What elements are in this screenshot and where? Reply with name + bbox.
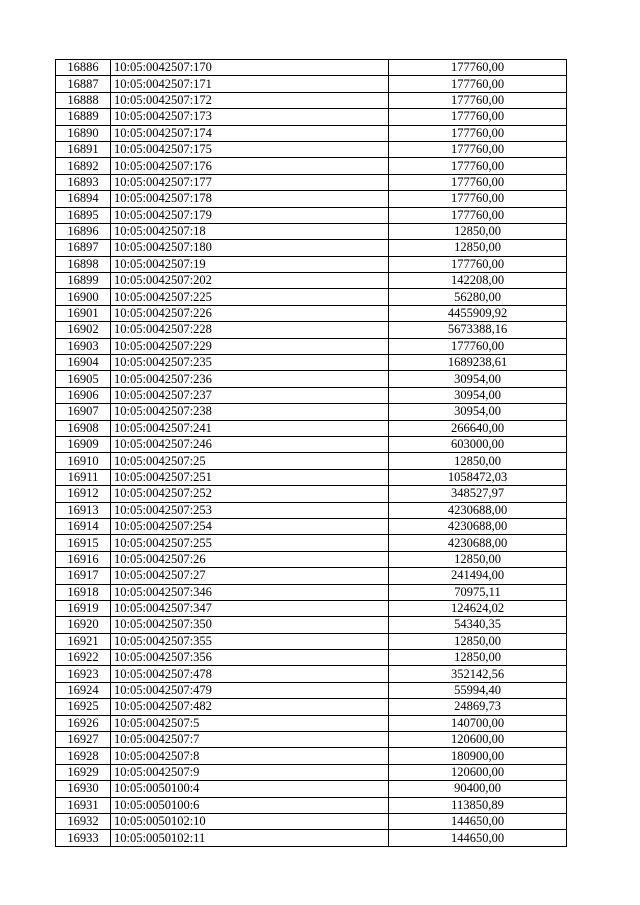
value-cell: 142208,00 [389,273,567,289]
cadastral-number-cell: 10:05:0042507:226 [111,305,389,321]
cadastral-number-cell: 10:05:0042507:176 [111,158,389,174]
table-row [56,551,567,567]
row-number-cell: 16889 [56,109,111,125]
cadastral-number-cell: 10:05:0042507:350 [111,617,389,633]
cadastral-number-cell: 10:05:0042507:479 [111,682,389,698]
table-row [56,764,567,780]
table-row [56,420,567,436]
row-number-cell: 16933 [56,830,111,846]
value-cell: 12850,00 [389,551,567,567]
table-row [56,650,567,666]
row-number-cell: 16930 [56,781,111,797]
value-cell: 12850,00 [389,223,567,239]
row-number-cell: 16907 [56,404,111,420]
cadastral-number-cell: 10:05:0042507:356 [111,650,389,666]
cadastral-number-cell: 10:05:0050100:6 [111,797,389,813]
table-row [56,732,567,748]
cadastral-number-cell: 10:05:0042507:482 [111,699,389,715]
table-row [56,256,567,272]
row-number-cell: 16923 [56,666,111,682]
cadastral-number-cell: 10:05:0042507:347 [111,600,389,616]
row-number-cell: 16915 [56,535,111,551]
row-number-cell: 16900 [56,289,111,305]
value-cell: 177760,00 [389,256,567,272]
table-body [56,60,567,847]
cadastral-number-cell: 10:05:0042507:252 [111,486,389,502]
value-cell: 4230688,00 [389,518,567,534]
value-cell: 177760,00 [389,109,567,125]
cadastral-number-cell: 10:05:0042507:18 [111,223,389,239]
table-row [56,568,567,584]
table-row [56,617,567,633]
cadastral-number-cell: 10:05:0042507:254 [111,518,389,534]
value-cell: 177760,00 [389,207,567,223]
value-cell: 177760,00 [389,141,567,157]
cadastral-number-cell: 10:05:0042507:246 [111,436,389,452]
table-row [56,699,567,715]
row-number-cell: 16909 [56,436,111,452]
table-row [56,486,567,502]
cadastral-number-cell: 10:05:0042507:236 [111,371,389,387]
value-cell: 140700,00 [389,715,567,731]
table-row [56,141,567,157]
value-cell: 120600,00 [389,732,567,748]
table-row [56,584,567,600]
cadastral-number-cell: 10:05:0042507:25 [111,453,389,469]
value-cell: 177760,00 [389,92,567,108]
table-row [56,207,567,223]
table-row [56,305,567,321]
row-number-cell: 16911 [56,469,111,485]
row-number-cell: 16890 [56,125,111,141]
table-row [56,715,567,731]
table-row [56,600,567,616]
cadastral-number-cell: 10:05:0050102:10 [111,813,389,829]
value-cell: 30954,00 [389,404,567,420]
row-number-cell: 16931 [56,797,111,813]
table-row [56,387,567,403]
value-cell: 12850,00 [389,453,567,469]
row-number-cell: 16892 [56,158,111,174]
value-cell: 348527,97 [389,486,567,502]
cadastral-number-cell: 10:05:0042507:355 [111,633,389,649]
table-row [56,436,567,452]
value-cell: 177760,00 [389,158,567,174]
cadastral-number-cell: 10:05:0042507:19 [111,256,389,272]
table-row [56,748,567,764]
value-cell: 177760,00 [389,76,567,92]
cadastral-number-cell: 10:05:0042507:237 [111,387,389,403]
row-number-cell: 16886 [56,60,111,76]
cadastral-number-cell: 10:05:0042507:26 [111,551,389,567]
table-row [56,338,567,354]
cadastral-number-cell: 10:05:0042507:180 [111,240,389,256]
table-row [56,174,567,190]
value-cell: 144650,00 [389,830,567,846]
cadastral-number-cell: 10:05:0050100:4 [111,781,389,797]
value-cell: 24869,73 [389,699,567,715]
value-cell: 90400,00 [389,781,567,797]
value-cell: 113850,89 [389,797,567,813]
cadastral-number-cell: 10:05:0042507:27 [111,568,389,584]
value-cell: 4230688,00 [389,535,567,551]
cadastral-number-cell: 10:05:0042507:225 [111,289,389,305]
row-number-cell: 16891 [56,141,111,157]
cadastral-number-cell: 10:05:0042507:179 [111,207,389,223]
value-cell: 124624,02 [389,600,567,616]
row-number-cell: 16924 [56,682,111,698]
cadastral-number-cell: 10:05:0042507:175 [111,141,389,157]
cadastral-number-cell: 10:05:0050102:11 [111,830,389,846]
cadastral-number-cell: 10:05:0042507:238 [111,404,389,420]
cadastral-number-cell: 10:05:0042507:255 [111,535,389,551]
table-row [56,469,567,485]
cadastral-number-cell: 10:05:0042507:178 [111,191,389,207]
table-row [56,109,567,125]
cadastral-number-cell: 10:05:0042507:170 [111,60,389,76]
row-number-cell: 16901 [56,305,111,321]
value-cell: 56280,00 [389,289,567,305]
cadastral-number-cell: 10:05:0042507:478 [111,666,389,682]
row-number-cell: 16914 [56,518,111,534]
table-row [56,191,567,207]
row-number-cell: 16918 [56,584,111,600]
cadastral-number-cell: 10:05:0042507:229 [111,338,389,354]
row-number-cell: 16916 [56,551,111,567]
cadastral-number-cell: 10:05:0042507:173 [111,109,389,125]
row-number-cell: 16913 [56,502,111,518]
cadastral-number-cell: 10:05:0042507:253 [111,502,389,518]
table-row [56,830,567,846]
row-number-cell: 16902 [56,322,111,338]
cadastral-number-cell: 10:05:0042507:228 [111,322,389,338]
value-cell: 12850,00 [389,650,567,666]
row-number-cell: 16899 [56,273,111,289]
table-row [56,125,567,141]
table-row [56,666,567,682]
value-cell: 177760,00 [389,191,567,207]
table-row [56,633,567,649]
table-row [56,289,567,305]
row-number-cell: 16922 [56,650,111,666]
table-row [56,781,567,797]
row-number-cell: 16926 [56,715,111,731]
cadastral-number-cell: 10:05:0042507:5 [111,715,389,731]
row-number-cell: 16925 [56,699,111,715]
table-row [56,92,567,108]
value-cell: 4455909,92 [389,305,567,321]
table-row [56,158,567,174]
value-cell: 55994,40 [389,682,567,698]
cadastral-number-cell: 10:05:0042507:7 [111,732,389,748]
table-row [56,371,567,387]
value-cell: 177760,00 [389,338,567,354]
value-cell: 1058472,03 [389,469,567,485]
row-number-cell: 16904 [56,355,111,371]
value-cell: 12850,00 [389,240,567,256]
table-row [56,76,567,92]
row-number-cell: 16897 [56,240,111,256]
value-cell: 352142,56 [389,666,567,682]
row-number-cell: 16888 [56,92,111,108]
data-table [55,59,567,847]
value-cell: 177760,00 [389,125,567,141]
row-number-cell: 16908 [56,420,111,436]
table-row [56,273,567,289]
row-number-cell: 16920 [56,617,111,633]
table-row [56,502,567,518]
row-number-cell: 16929 [56,764,111,780]
row-number-cell: 16932 [56,813,111,829]
row-number-cell: 16905 [56,371,111,387]
cadastral-number-cell: 10:05:0042507:8 [111,748,389,764]
row-number-cell: 16887 [56,76,111,92]
table-row [56,518,567,534]
table-row [56,813,567,829]
value-cell: 177760,00 [389,60,567,76]
value-cell: 70975,11 [389,584,567,600]
table-row [56,60,567,76]
row-number-cell: 16898 [56,256,111,272]
table-row [56,355,567,371]
table-row [56,535,567,551]
row-number-cell: 16919 [56,600,111,616]
row-number-cell: 16928 [56,748,111,764]
value-cell: 4230688,00 [389,502,567,518]
value-cell: 12850,00 [389,633,567,649]
row-number-cell: 16917 [56,568,111,584]
table-row [56,240,567,256]
table-row [56,223,567,239]
table-row [56,453,567,469]
value-cell: 603000,00 [389,436,567,452]
value-cell: 30954,00 [389,387,567,403]
cadastral-number-cell: 10:05:0042507:251 [111,469,389,485]
cadastral-number-cell: 10:05:0042507:235 [111,355,389,371]
table-row [56,322,567,338]
cadastral-number-cell: 10:05:0042507:241 [111,420,389,436]
row-number-cell: 16906 [56,387,111,403]
cadastral-number-cell: 10:05:0042507:171 [111,76,389,92]
value-cell: 1689238,61 [389,355,567,371]
cadastral-number-cell: 10:05:0042507:177 [111,174,389,190]
cadastral-number-cell: 10:05:0042507:346 [111,584,389,600]
value-cell: 266640,00 [389,420,567,436]
value-cell: 180900,00 [389,748,567,764]
row-number-cell: 16893 [56,174,111,190]
value-cell: 54340,35 [389,617,567,633]
row-number-cell: 16921 [56,633,111,649]
row-number-cell: 16910 [56,453,111,469]
cadastral-number-cell: 10:05:0042507:9 [111,764,389,780]
cadastral-number-cell: 10:05:0042507:172 [111,92,389,108]
row-number-cell: 16927 [56,732,111,748]
row-number-cell: 16903 [56,338,111,354]
value-cell: 30954,00 [389,371,567,387]
row-number-cell: 16912 [56,486,111,502]
value-cell: 177760,00 [389,174,567,190]
value-cell: 5673388,16 [389,322,567,338]
table-row [56,404,567,420]
cadastral-number-cell: 10:05:0042507:174 [111,125,389,141]
value-cell: 144650,00 [389,813,567,829]
table-row [56,797,567,813]
table-row [56,682,567,698]
cadastral-number-cell: 10:05:0042507:202 [111,273,389,289]
value-cell: 120600,00 [389,764,567,780]
row-number-cell: 16896 [56,223,111,239]
value-cell: 241494,00 [389,568,567,584]
row-number-cell: 16895 [56,207,111,223]
row-number-cell: 16894 [56,191,111,207]
